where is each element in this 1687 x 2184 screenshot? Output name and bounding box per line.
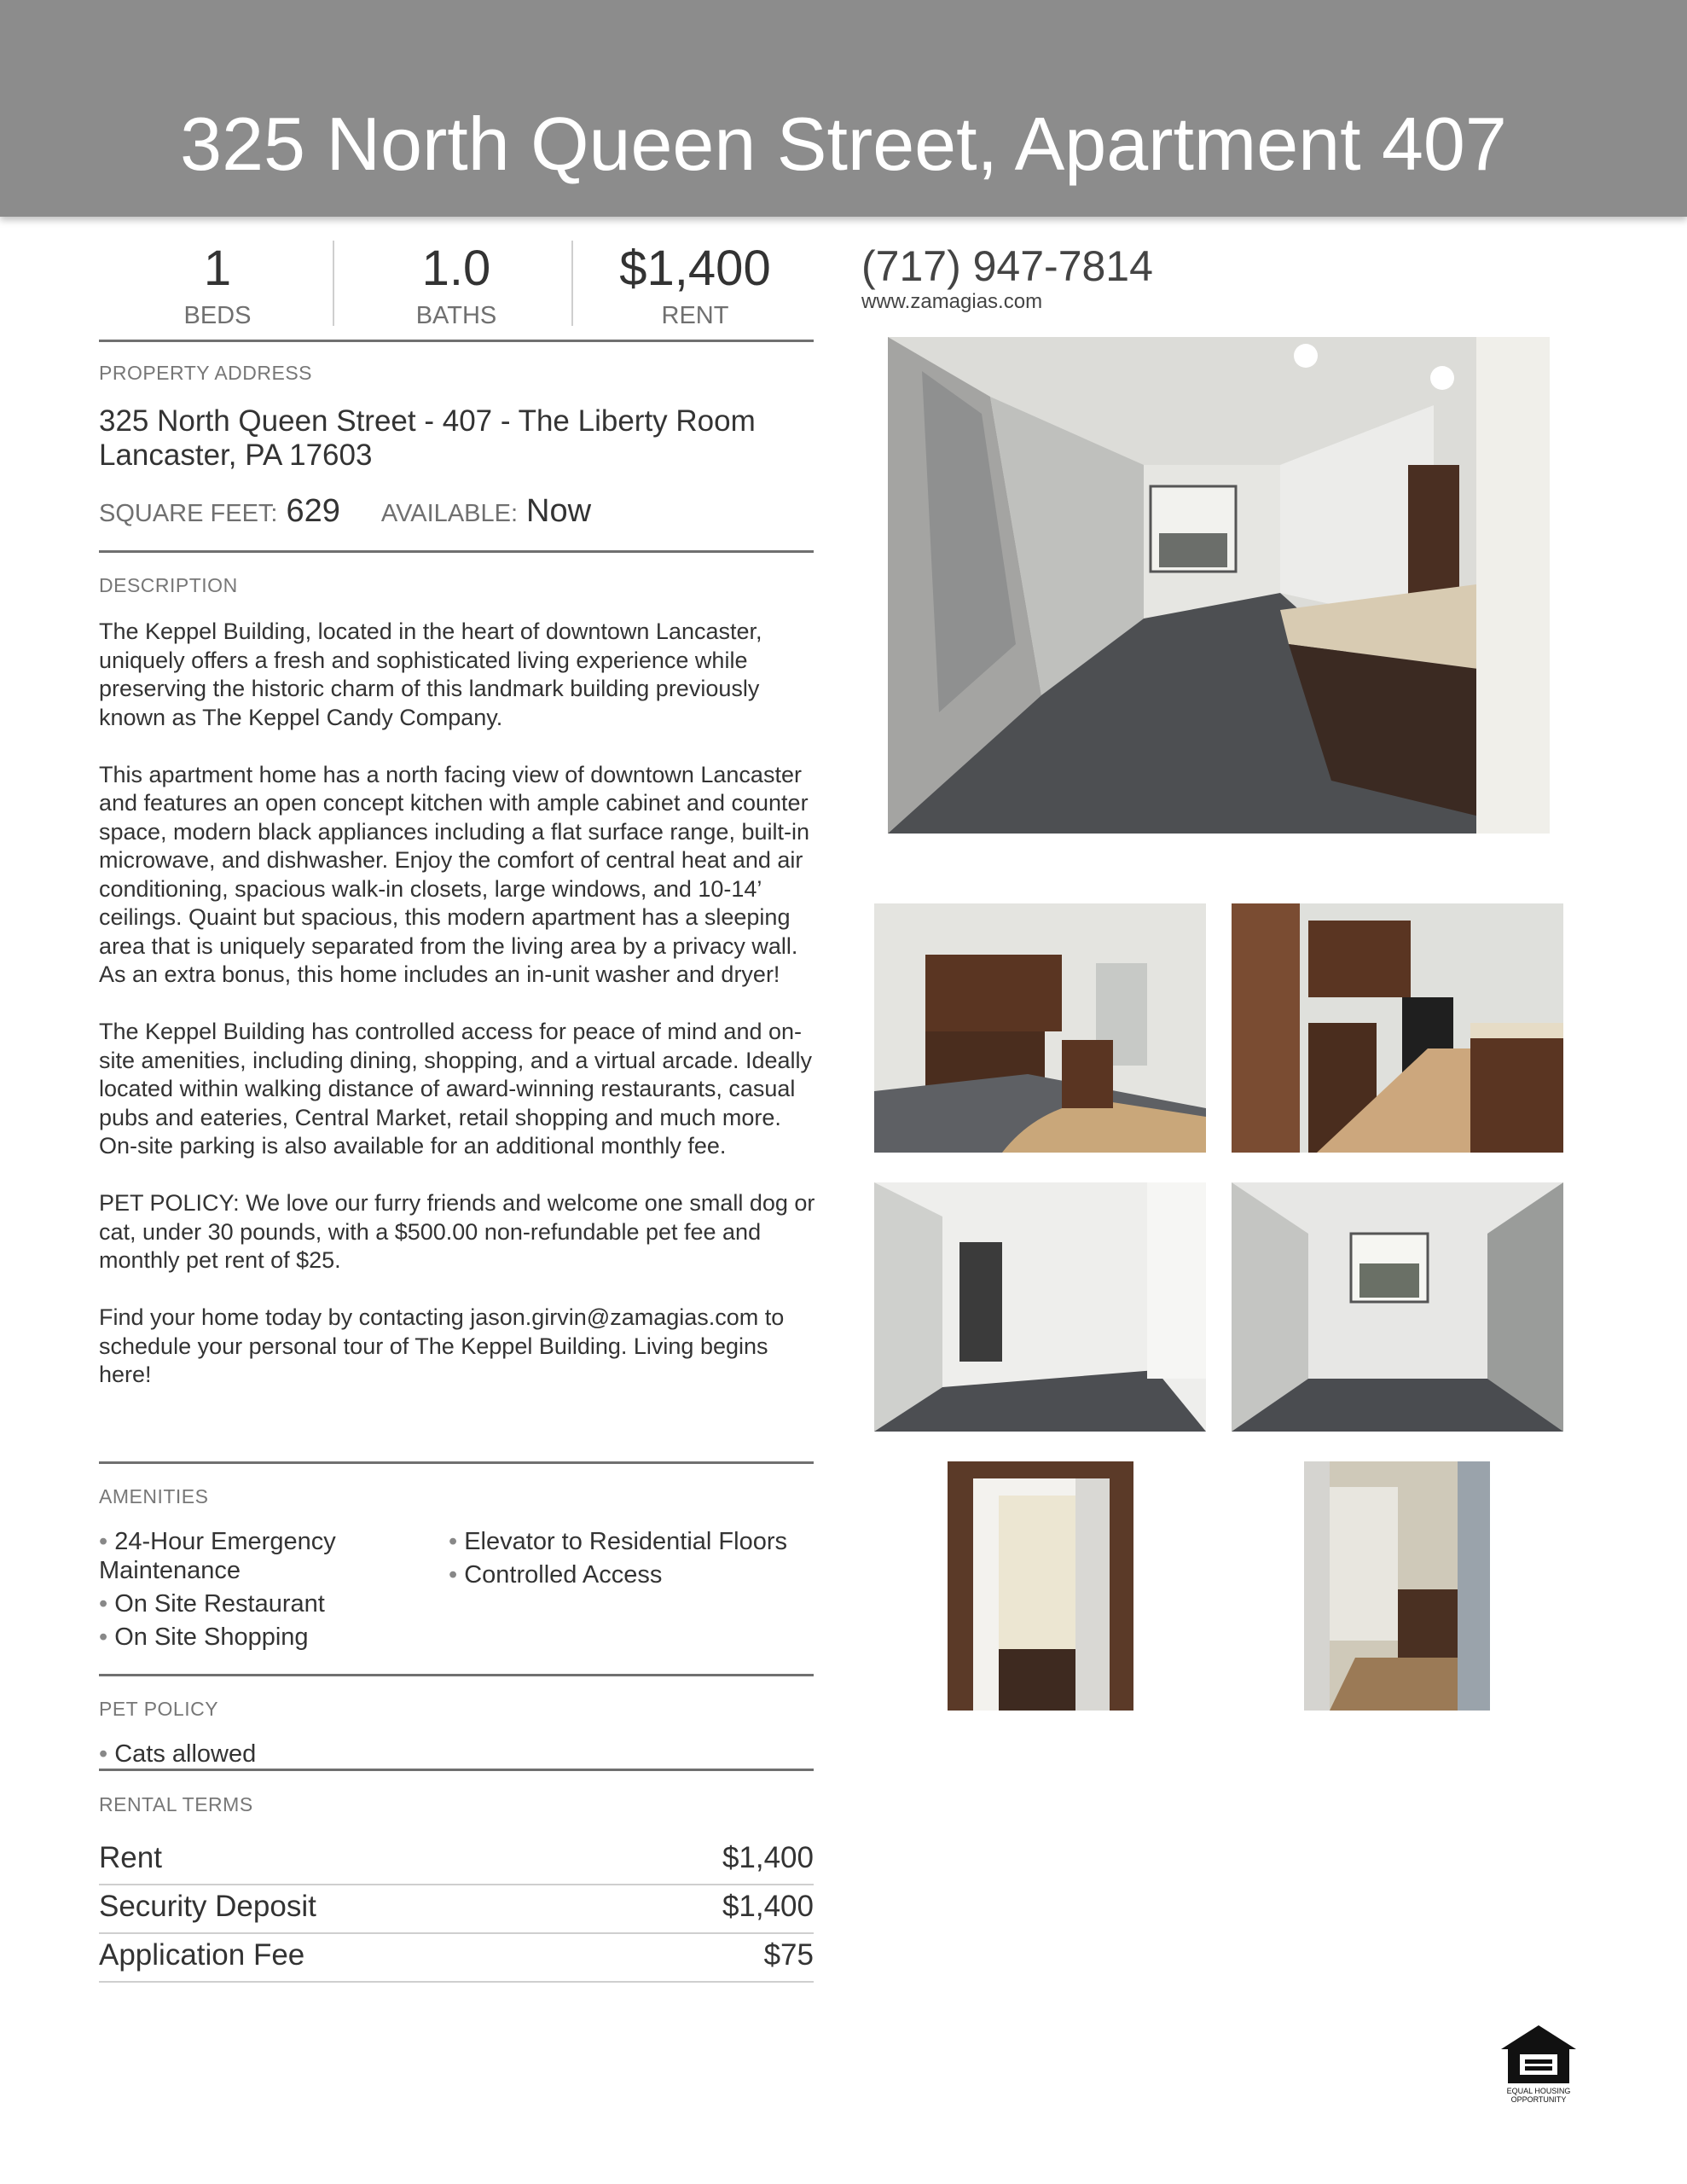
equal-housing-opportunity-icon bbox=[1498, 2022, 1580, 2107]
amenities-list-right bbox=[449, 1527, 815, 1594]
term-label: Security Deposit bbox=[99, 1890, 316, 1923]
bathroom-photo[interactable] bbox=[1304, 1461, 1490, 1711]
amenity-item: • 24-Hour Emergency Maintenance bbox=[99, 1528, 336, 1584]
summary-stats bbox=[99, 239, 814, 342]
stat-beds-value: 1 bbox=[203, 241, 232, 296]
sqft-value: 629 bbox=[286, 493, 340, 529]
rental-terms-label: RENTAL TERMS bbox=[99, 1793, 253, 1815]
property-meta bbox=[99, 493, 591, 530]
description-paragraph: This apartment home has a north facing view of downtown Lancaster and features an open concept kitchen with ample cabinet and counter space, modern black appliances including a flat surface range, built-in microwave, and dishwasher. Enjoy the comfort of central heat and air conditioning, spacious walk-in closets, large windows, and 10-14’ ceilings. Quaint but spacious, this modern apartment has a sleeping area that is uniquely separated from the living area by a privacy wall. As an extra bonus, this home includes an in-unit washer and dryer! bbox=[99, 761, 809, 987]
stat-baths bbox=[338, 239, 575, 328]
term-value: $75 bbox=[763, 1938, 814, 1972]
stat-divider bbox=[571, 241, 573, 326]
page-title: 325 North Queen Street, Apartment 407 bbox=[180, 102, 1507, 186]
description-paragraph: PET POLICY: We love our furry friends and welcome one small dog or cat, under 30 pounds, with a $500.00 non-refundable pet fee and monthly pet rent of $25. bbox=[99, 1190, 815, 1273]
description-paragraph: The Keppel Building has controlled access for peace of mind and on-site amenities, including dining, shopping, and a virtual arcade. Ideally located within walking distance of award-winning restaurants, casual pubs and eateries, Central Market, retail shopping and much more. On-site parking is also available for an additional monthly fee. bbox=[99, 1019, 813, 1159]
description-paragraph: The Keppel Building, located in the heart of downtown Lancaster, uniquely offers a fresh and sophisticated living experience while preserving the historic charm of this landmark building previously known as The Keppel Candy Company. bbox=[99, 619, 762, 730]
closet-photo[interactable] bbox=[948, 1461, 1133, 1711]
rental-terms-row bbox=[99, 1933, 814, 1983]
amenities-label: AMENITIES bbox=[99, 1485, 209, 1507]
stat-rent bbox=[577, 239, 814, 328]
bedroom-window-photo[interactable] bbox=[1232, 1182, 1563, 1432]
stat-rent-value: $1,400 bbox=[619, 241, 771, 296]
divider bbox=[99, 550, 814, 553]
property-address bbox=[99, 404, 756, 473]
contact-phone[interactable]: (717) 947-7814 bbox=[861, 242, 1153, 290]
amenity-item: • On Site Restaurant bbox=[99, 1590, 325, 1618]
amenity-item: • Controlled Access bbox=[449, 1561, 663, 1589]
property-address-label: PROPERTY ADDRESS bbox=[99, 362, 313, 384]
divider bbox=[99, 1769, 814, 1771]
divider bbox=[99, 1461, 814, 1464]
rental-terms-row bbox=[99, 1885, 814, 1934]
stat-beds bbox=[99, 239, 336, 328]
kitchen-photo-2[interactable] bbox=[1232, 903, 1563, 1153]
amenity-item: • Elevator to Residential Floors bbox=[449, 1528, 788, 1555]
living-area-photo[interactable] bbox=[874, 1182, 1206, 1432]
amenity-item: • On Site Shopping bbox=[99, 1623, 309, 1651]
available-value: Now bbox=[526, 493, 592, 529]
pet-policy-label: PET POLICY bbox=[99, 1698, 219, 1720]
term-label: Application Fee bbox=[99, 1938, 305, 1972]
description-text bbox=[99, 618, 815, 1418]
term-value: $1,400 bbox=[722, 1890, 814, 1923]
svg-text:OPPORTUNITY: OPPORTUNITY bbox=[1510, 2095, 1567, 2104]
divider bbox=[99, 1674, 814, 1676]
amenities-list-left bbox=[99, 1527, 423, 1656]
address-line-1: 325 North Queen Street - 407 - The Liberty Room bbox=[99, 404, 756, 438]
available-label: AVAILABLE: bbox=[380, 500, 519, 527]
svg-text:EQUAL HOUSING: EQUAL HOUSING bbox=[1506, 2087, 1571, 2095]
address-line-2: Lancaster, PA 17603 bbox=[99, 439, 373, 472]
page-header bbox=[0, 0, 1687, 217]
stat-beds-label: BEDS bbox=[183, 302, 252, 329]
stat-divider bbox=[333, 241, 334, 326]
contact-website[interactable]: www.zamagias.com bbox=[861, 290, 1043, 313]
stat-baths-value: 1.0 bbox=[421, 241, 491, 296]
description-paragraph: Find your home today by contacting jason.girvin@zamagias.com to schedule your personal tour of The Keppel Building. Living begins here! bbox=[99, 1304, 785, 1387]
stat-rent-label: RENT bbox=[661, 302, 729, 329]
description-label: DESCRIPTION bbox=[99, 574, 238, 596]
rental-terms-row bbox=[99, 1836, 814, 1885]
pet-policy-item: • Cats allowed bbox=[99, 1740, 257, 1768]
term-label: Rent bbox=[99, 1841, 162, 1874]
term-value: $1,400 bbox=[722, 1841, 814, 1874]
stat-baths-label: BATHS bbox=[415, 302, 497, 329]
sqft-label: SQUARE FEET: bbox=[99, 500, 278, 527]
main-living-kitchen-photo[interactable] bbox=[888, 337, 1550, 834]
kitchen-photo-1[interactable] bbox=[874, 903, 1206, 1153]
